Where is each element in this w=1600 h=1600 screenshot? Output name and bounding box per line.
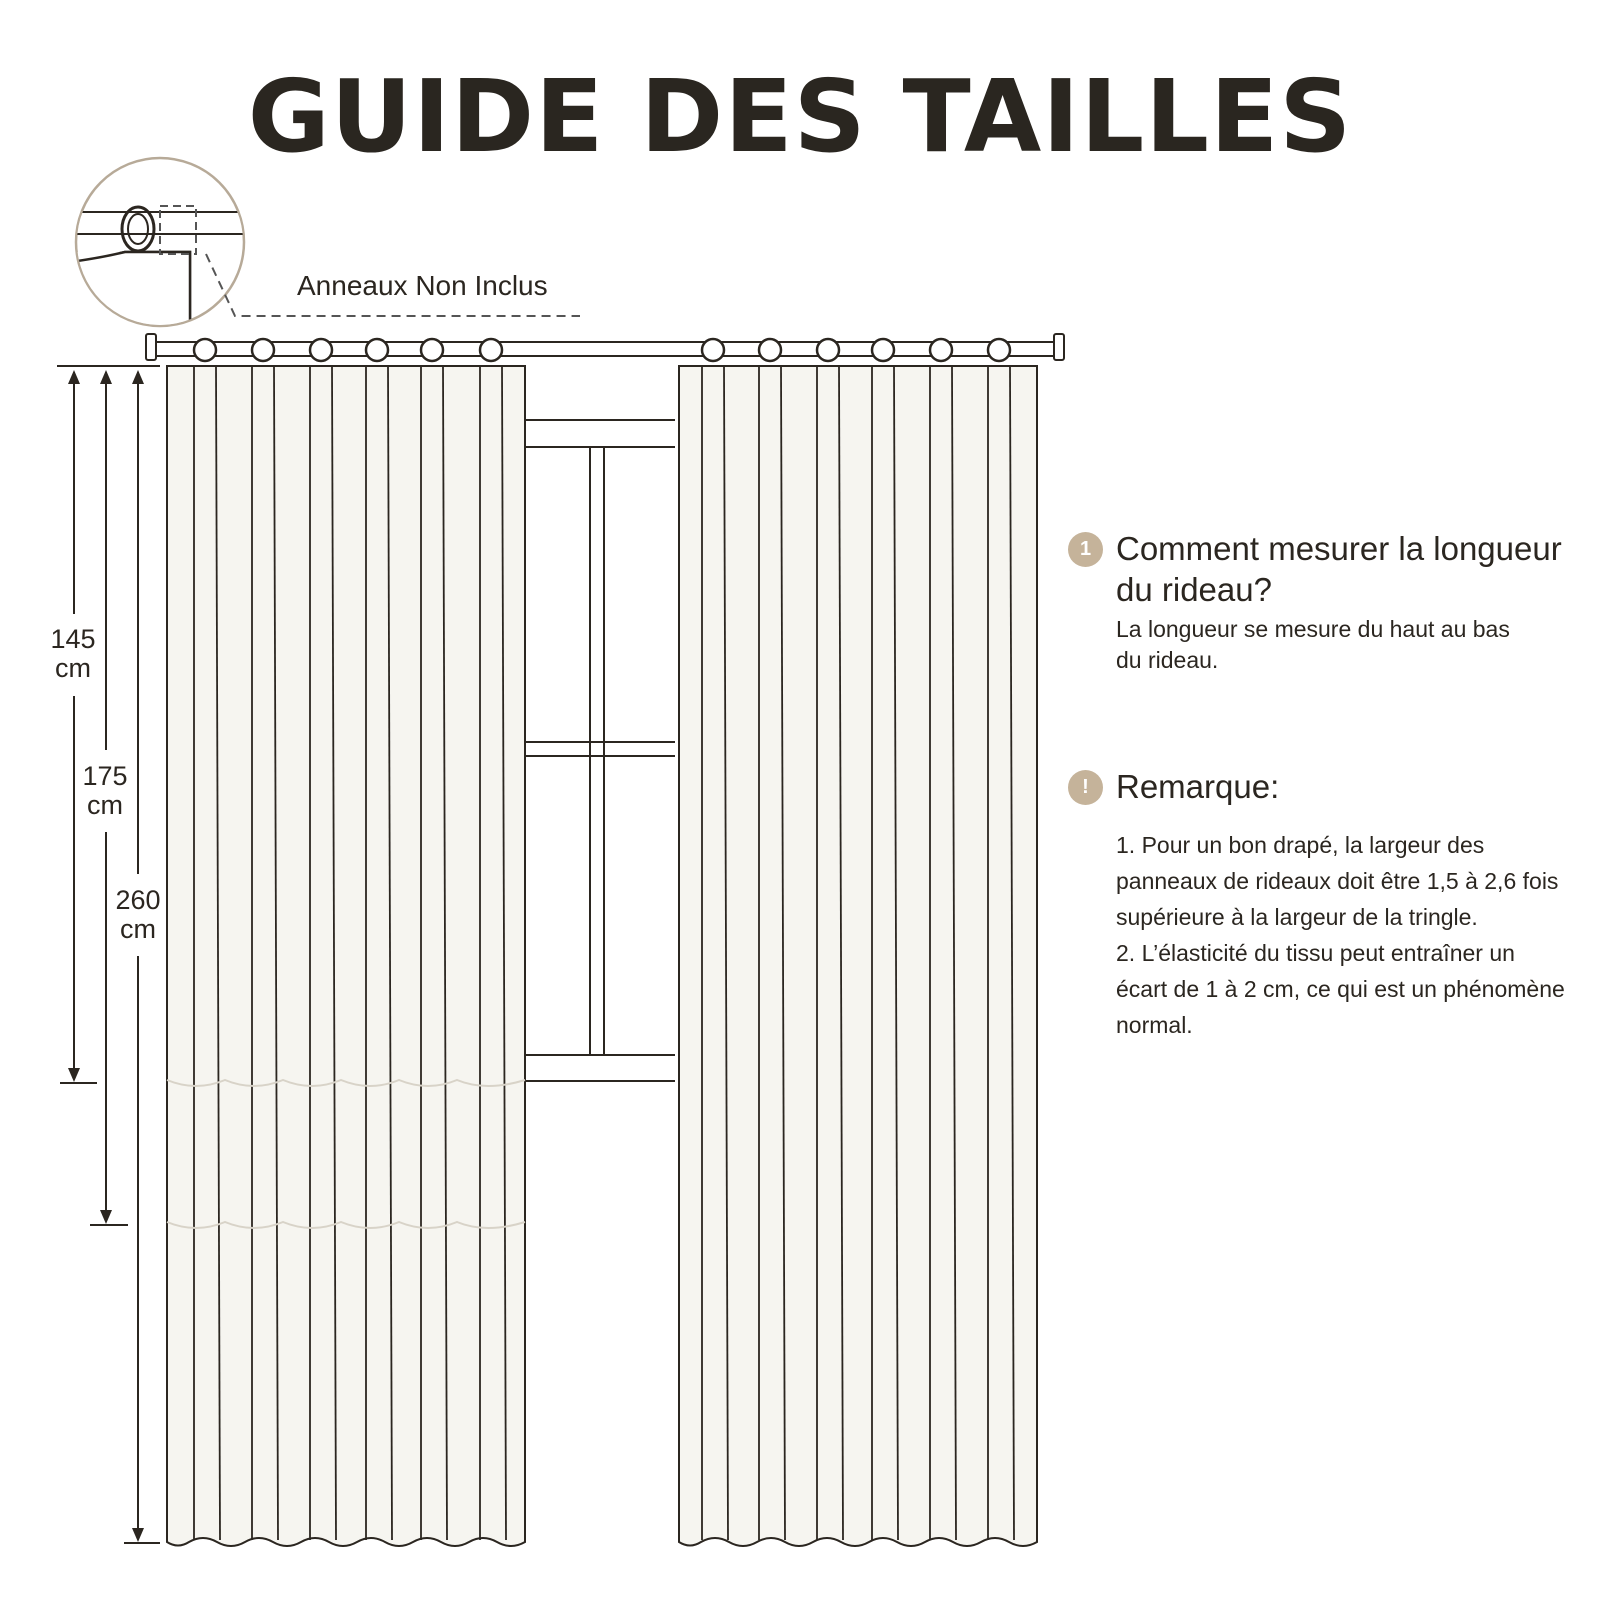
- dimension-145: [60, 370, 97, 1083]
- measure-description: La longueur se mesure du haut au bas du rideau.: [1116, 616, 1510, 673]
- measure-heading: Comment mesurer la longueur du rideau?: [1116, 530, 1562, 608]
- measure-section: [1068, 528, 1568, 610]
- rings-not-included-label: Anneaux Non Inclus: [297, 270, 548, 301]
- right-curtain-panel: [679, 366, 1037, 1546]
- remark-note-1: 1. Pour un bon drapé, la largeur des panneaux de rideaux doit être 1,5 à 2,6 fois supérieure à la largeur de la tringle.: [1116, 832, 1559, 930]
- ring-detail-magnifier: [70, 158, 250, 342]
- dimension-260: [124, 370, 160, 1543]
- step-one-badge: 1: [1068, 532, 1103, 567]
- exclamation-icon: !: [1068, 770, 1103, 805]
- remark-notes: [1068, 827, 1568, 1043]
- remark-note-2: 2. L’élasticité du tissu peut entraîner un écart de 1 à 2 cm, ce qui est un phénomène normal.: [1116, 940, 1565, 1038]
- dimension-145-value: 145: [50, 624, 96, 654]
- dimension-260-value: 260: [115, 885, 161, 915]
- remark-heading: Remarque:: [1116, 768, 1280, 805]
- dimension-175-value: 175: [82, 761, 128, 791]
- page-title: GUIDE DES TAILLES: [247, 58, 1353, 175]
- curtain-rod: [146, 334, 1064, 360]
- window-frame: [520, 420, 675, 1081]
- dimension-145-unit: cm: [55, 653, 91, 683]
- dimension-175-unit: cm: [87, 790, 123, 820]
- remark-section: [1068, 766, 1568, 807]
- dimension-260-unit: cm: [120, 914, 156, 944]
- left-curtain-panel: [167, 366, 525, 1546]
- info-panel: [1068, 528, 1568, 1043]
